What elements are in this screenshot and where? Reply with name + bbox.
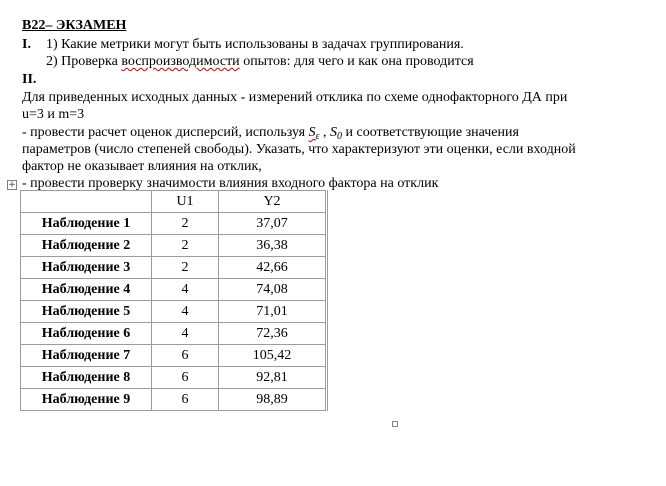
table-row	[21, 301, 327, 323]
y2-value: 92,81	[219, 367, 327, 389]
table-row	[21, 213, 327, 235]
table-row	[21, 345, 327, 367]
y2-value: 42,66	[219, 257, 327, 279]
y2-value: 36,38	[219, 235, 327, 257]
u1-value: 6	[152, 345, 219, 367]
u1-value: 4	[152, 279, 219, 301]
table-row	[21, 235, 327, 257]
y2-value: 72,36	[219, 323, 327, 345]
line3-separator: ,	[319, 125, 330, 140]
exam-title: В22– ЭКЗАМЕН	[22, 18, 127, 33]
u1-value: 2	[152, 257, 219, 279]
u1-value: 4	[152, 301, 219, 323]
table-row	[21, 257, 327, 279]
question2-text-b: опытов: для чего и как она проводится	[239, 54, 474, 69]
section2-line6: - провести проверку значимости влияния входного фактора на отклик	[22, 176, 439, 191]
table-header-row	[21, 191, 327, 213]
table-row	[21, 323, 327, 345]
question1-text: 1) Какие метрики могут быть использованы в задачах группирования.	[46, 37, 464, 52]
table-row	[21, 367, 327, 389]
s-epsilon-letter: S	[308, 125, 316, 140]
section2-line4: параметров (число степеней свободы). Указать, что характеризуют эти оценки, если входной	[22, 142, 576, 157]
header-cell-y2: Y2	[219, 191, 327, 213]
section2-line1: Для приведенных исходных данных - измерений отклика по схеме однофакторного ДА при	[22, 90, 568, 105]
row-label: Наблюдение 1	[21, 213, 152, 235]
s-zero-symbol	[330, 125, 342, 140]
s-epsilon-symbol	[309, 125, 320, 140]
row-label: Наблюдение 6	[21, 323, 152, 345]
y2-value: 71,01	[219, 301, 327, 323]
s-zero-subscript: 0	[337, 131, 342, 142]
row-label: Наблюдение 5	[21, 301, 152, 323]
section2-numeral: II.	[22, 72, 37, 87]
row-label: Наблюдение 2	[21, 235, 152, 257]
table-row	[21, 389, 327, 411]
section2-line2: u=3 и m=3	[22, 107, 85, 122]
resize-handle-icon[interactable]	[392, 421, 398, 427]
row-label: Наблюдение 4	[21, 279, 152, 301]
u1-value: 6	[152, 367, 219, 389]
u1-value: 6	[152, 389, 219, 411]
row-label: Наблюдение 7	[21, 345, 152, 367]
s-epsilon-subscript: ε	[315, 131, 320, 142]
u1-value: 2	[152, 213, 219, 235]
u1-value: 2	[152, 235, 219, 257]
spellcheck-word: воспроизводимости	[121, 54, 240, 69]
section1-question2	[46, 53, 474, 70]
y2-value: 37,07	[219, 213, 327, 235]
row-label: Наблюдение 8	[21, 367, 152, 389]
line3-text-b: и соответствующие значения	[342, 125, 519, 140]
y2-value: 105,42	[219, 345, 327, 367]
s-zero-letter: S	[330, 125, 337, 140]
section1-question1	[22, 36, 464, 53]
header-cell-empty	[21, 191, 152, 213]
u1-value: 4	[152, 323, 219, 345]
header-cell-u1: U1	[152, 191, 219, 213]
row-label: Наблюдение 9	[21, 389, 152, 411]
table-row	[21, 279, 327, 301]
y2-value: 98,89	[219, 389, 327, 411]
question2-text-a: 2) Проверка	[46, 54, 122, 69]
data-table	[20, 190, 328, 411]
section2-line5: фактор не оказывает влияния на отклик,	[22, 159, 262, 174]
row-label: Наблюдение 3	[21, 257, 152, 279]
y2-value: 74,08	[219, 279, 327, 301]
section1-numeral: I.	[22, 37, 31, 52]
line3-text-a: - провести расчет оценок дисперсий, используя	[22, 125, 309, 140]
move-handle-icon[interactable]: +	[8, 180, 16, 190]
